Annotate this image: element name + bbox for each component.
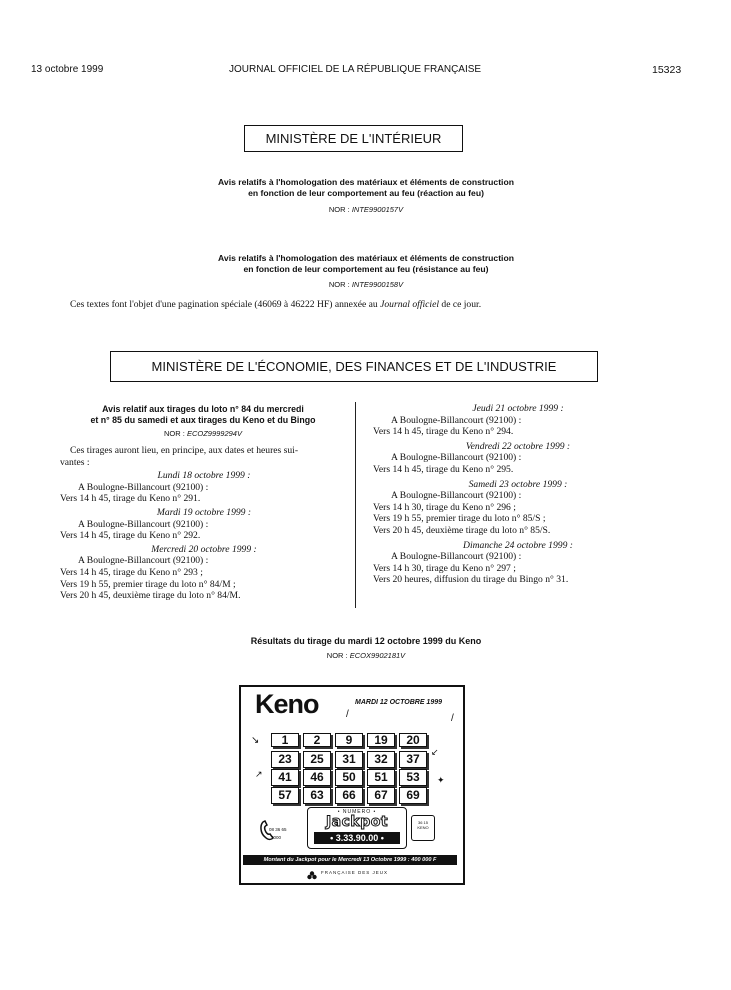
avis-tirages-line1: Avis relatif aux tirages du loto n° 84 du mercredi: [102, 404, 304, 414]
clover-logo-icon: [307, 868, 317, 878]
nor-results: [250, 651, 482, 660]
date-mardi: Mardi 19 octobre 1999 :: [156, 506, 252, 518]
keno-number: 19: [367, 733, 395, 747]
keno-number: 41: [271, 769, 299, 786]
schedule-line: Vers 20 h 45, deuxième tirage du loto n° 85/S.: [373, 524, 551, 536]
note-text: Ces textes font l'objet d'une pagination spéciale (46069 à 46222 HF) annexée au: [70, 299, 381, 310]
keno-date: MARDI 12 OCTOBRE 1999: [355, 699, 443, 706]
avis-resistance-au-feu: [100, 253, 632, 275]
keno-number: 57: [271, 787, 299, 804]
keno-number: 50: [335, 769, 363, 786]
jackpot-amount: • 3.33.90.00 •: [314, 832, 400, 844]
keno-number: 51: [367, 769, 395, 786]
avis-reaction-line2: en fonction de leur comportement au feu (réaction au feu): [248, 188, 484, 198]
keno-number: 31: [335, 751, 363, 768]
jackpot-logo: Jackpot: [325, 814, 389, 830]
schedule-line: Vers 20 heures, diffusion du tirage du Bingo n° 31.: [373, 574, 569, 586]
avis-resistance-line1: Avis relatifs à l'homologation des matériaux et éléments de construction: [218, 253, 514, 263]
avis-reaction-line1: Avis relatifs à l'homologation des matériaux et éléments de construction: [218, 177, 514, 187]
date-lundi: Lundi 18 octobre 1999 :: [157, 470, 251, 482]
nor-code: ECOZ9999294V: [186, 429, 242, 438]
schedule-line: Vers 14 h 30, tirage du Keno n° 297 ;: [373, 562, 516, 574]
keno-number: 20: [399, 733, 427, 747]
decoration-mark: ↗: [255, 769, 263, 779]
nor-label: NOR :: [164, 429, 187, 438]
schedule-line: Vers 14 h 45, tirage du Keno n° 294.: [373, 426, 514, 438]
fdj-footer: FRANÇAISE DES JEUX: [321, 870, 389, 875]
place: A Boulogne-Billancourt (92100) :: [391, 452, 522, 464]
schedule-line: Vers 14 h 45, tirage du Keno n° 295.: [373, 463, 514, 475]
decoration-mark: ↘: [251, 735, 260, 746]
nor-reaction: [250, 205, 482, 214]
date-jeudi: Jeudi 21 octobre 1999 :: [472, 403, 564, 414]
schedule-line: Vers 19 h 55, premier tirage du loto n° 85/S ;: [373, 513, 546, 525]
place: A Boulogne-Billancourt (92100) :: [391, 414, 522, 426]
keno-number: 63: [303, 787, 331, 804]
minitel-icon: [411, 815, 435, 841]
avis-tirages-line2: et n° 85 du samedi et aux tirages du Keno et du Bingo: [90, 415, 316, 425]
keno-number: 46: [303, 769, 331, 786]
phone-number-2: 7000: [271, 835, 282, 840]
keno-logo: Keno: [255, 689, 319, 719]
avis-resistance-line2: en fonction de leur comportement au feu (résistance au feu): [243, 264, 489, 274]
header-date: 13 octobre 1999: [31, 64, 104, 75]
place: A Boulogne-Billancourt (92100) :: [78, 518, 209, 530]
decoration-mark: /: [346, 709, 349, 720]
nor-resistance: [250, 280, 482, 289]
right-column-schedule: [373, 403, 663, 586]
schedule-line: Vers 14 h 45, tirage du Keno n° 292.: [60, 530, 201, 542]
decoration-mark: ↙: [431, 747, 439, 757]
ministry-interieur-title: MINISTÈRE DE L'INTÉRIEUR: [244, 125, 463, 152]
keno-results-title: Résultats du tirage du mardi 12 octobre 1999 du Keno: [250, 636, 482, 646]
avis-tirages-loto: [62, 404, 344, 426]
decoration-mark: ✦: [437, 775, 445, 785]
place: A Boulogne-Billancourt (92100) :: [78, 481, 209, 493]
schedule-line: Vers 14 h 45, tirage du Keno n° 291.: [60, 493, 201, 505]
intro-line1: Ces tirages auront lieu, en principe, aux dates et heures sui-: [70, 445, 299, 456]
keno-number: 1: [271, 733, 299, 747]
date-samedi: Samedi 23 octobre 1999 :: [468, 478, 568, 490]
keno-number: 25: [303, 751, 331, 768]
schedule-line: Vers 14 h 45, tirage du Keno n° 293 ;: [60, 566, 203, 578]
nor-label: NOR :: [328, 280, 352, 289]
numero-label: • NUMERO •: [337, 809, 377, 815]
nor-code: INTE9900158V: [351, 280, 404, 289]
place: A Boulogne-Billancourt (92100) :: [78, 555, 209, 567]
schedule-line: Vers 19 h 55, premier tirage du loto n° 84/M ;: [60, 578, 236, 590]
keno-number: 32: [367, 751, 395, 768]
nor-label: NOR :: [328, 205, 352, 214]
jackpot-banner: Montant du Jackpot pour le Mercredi 13 Octobre 1999 : 400 000 F: [243, 855, 457, 865]
intro-line2: vantes :: [60, 456, 90, 468]
date-vendredi: Vendredi 22 octobre 1999 :: [465, 440, 571, 452]
keno-number: 67: [367, 787, 395, 804]
note-text-end: de ce jour.: [439, 299, 482, 310]
keno-results-ticket: [239, 685, 465, 885]
keno-number: 69: [399, 787, 427, 804]
keno-number: 37: [399, 751, 427, 768]
keno-number: 66: [335, 787, 363, 804]
header-page-number: 15323: [652, 64, 682, 76]
nor-code: INTE9900157V: [351, 205, 404, 214]
nor-label: NOR :: [326, 651, 350, 660]
left-column-schedule: [60, 445, 348, 602]
decoration-mark: /: [451, 713, 454, 724]
minitel-label: 36 15 KENO: [417, 820, 429, 830]
jackpot-panel: [307, 807, 407, 849]
avis-reaction-au-feu: [100, 177, 632, 199]
nor-tirages: [62, 429, 344, 438]
schedule-line: Vers 20 h 45, deuxième tirage du loto n° 84/M.: [60, 590, 241, 602]
column-divider: [355, 402, 356, 608]
date-dimanche: Dimanche 24 octobre 1999 :: [463, 539, 573, 551]
keno-number: 2: [303, 733, 331, 747]
nor-code: ECOX9902181V: [349, 651, 406, 660]
date-mercredi: Mercredi 20 octobre 1999 :: [151, 543, 257, 555]
pagination-note: [70, 299, 481, 310]
note-journal-title: Journal officiel: [380, 299, 439, 310]
header-journal-title: JOURNAL OFFICIEL DE LA RÉPUBLIQUE FRANÇAISE: [229, 64, 482, 75]
place: A Boulogne-Billancourt (92100) :: [391, 551, 522, 563]
place: A Boulogne-Billancourt (92100) :: [391, 490, 522, 502]
ministry-economie-title: MINISTÈRE DE L'ÉCONOMIE, DES FINANCES ET DE L'INDUSTRIE: [110, 351, 598, 382]
phone-number: 08 36 65: [269, 827, 287, 832]
keno-number: 23: [271, 751, 299, 768]
keno-number: 9: [335, 733, 363, 747]
keno-number: 53: [399, 769, 427, 786]
schedule-line: Vers 14 h 30, tirage du Keno n° 296 ;: [373, 501, 516, 513]
